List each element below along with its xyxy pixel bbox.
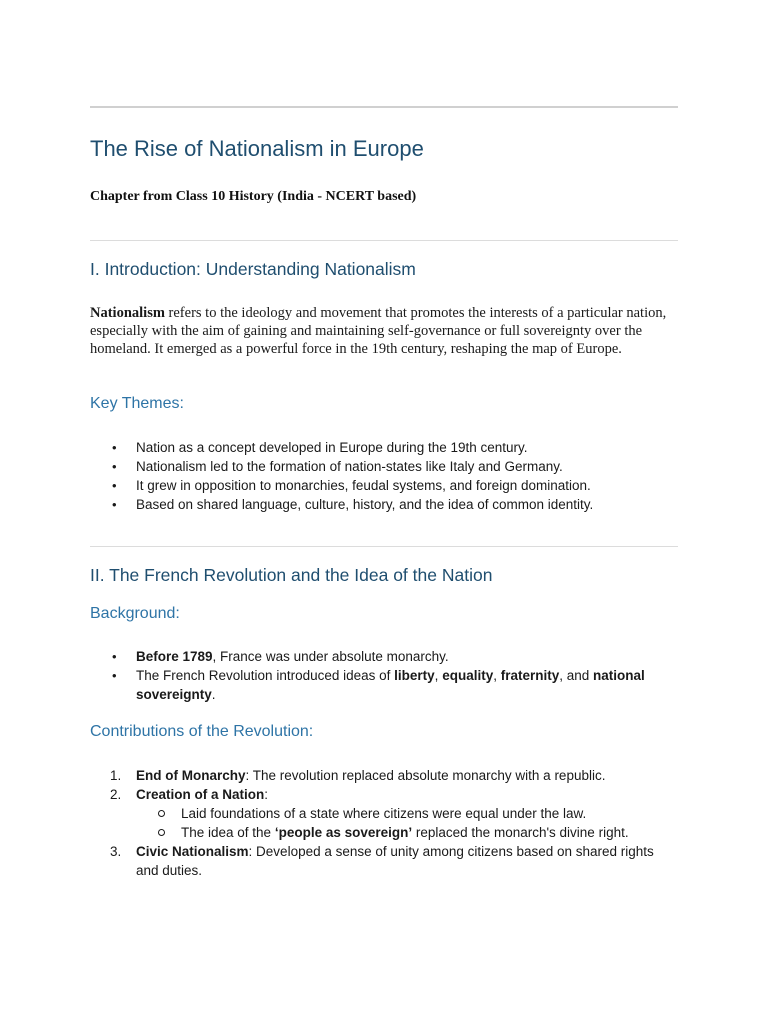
document-subtitle: Chapter from Class 10 History (India - NCERT based) <box>90 189 417 204</box>
bold-term: national sovereignty <box>136 668 645 702</box>
nationalism-definition-text: refers to the ideology and movement that promotes the interests of a particular nation, especially with the aim of gaining and maintaining self-governance or full sovereignty over the homeland. It emerged as a powerful force in the 19th century, reshaping the map of Europe. <box>90 305 667 358</box>
nationalism-definition-paragraph <box>90 304 670 359</box>
list-item <box>90 785 678 804</box>
list-item-text: Nation as a concept developed in Europe during the 19th century. <box>136 440 528 455</box>
background-heading: Background: <box>90 605 180 622</box>
list-item-text: It grew in opposition to monarchies, feudal systems, and foreign domination. <box>136 478 591 493</box>
list-item-text: replaced the monarch's divine right. <box>412 825 629 840</box>
list-item <box>90 495 678 514</box>
list-item <box>90 457 678 476</box>
separator: , <box>493 668 501 683</box>
bold-term: Civic Nationalism <box>136 844 249 859</box>
list-item-text: The French Revolution introduced ideas of <box>136 668 395 683</box>
list-item <box>90 438 678 457</box>
bold-term: fraternity <box>500 668 560 683</box>
sub-list-item <box>90 804 678 823</box>
list-number: 3. <box>110 844 122 859</box>
key-themes-heading: Key Themes: <box>90 395 184 412</box>
hollow-bullet-icon <box>158 810 165 817</box>
separator: , <box>434 668 443 683</box>
contributions-list <box>90 766 678 804</box>
contributions-heading: Contributions of the Revolution: <box>90 723 314 740</box>
list-item-text: : The revolution replaced absolute monarchy with a republic. <box>245 768 606 783</box>
separator: , and <box>559 668 594 683</box>
bullet-icon: • <box>112 649 117 664</box>
section-divider <box>90 546 678 547</box>
bold-term: Before 1789 <box>136 649 213 664</box>
list-item <box>90 476 678 495</box>
list-item-text: Based on shared language, culture, history, and the idea of common identity. <box>136 497 594 512</box>
list-item-text: Nationalism led to the formation of nation-states like Italy and Germany. <box>136 459 563 474</box>
list-item-text: : Developed a sense of unity among citizens based on shared rights and duties. <box>136 844 654 878</box>
hollow-bullet-icon <box>158 829 165 836</box>
sub-list-item <box>90 823 678 842</box>
list-item <box>90 766 678 785</box>
contributions-list-continued <box>90 842 678 880</box>
key-themes-list <box>90 438 678 514</box>
top-divider <box>90 106 678 108</box>
bullet-icon: • <box>112 668 117 683</box>
section-heading-introduction: I. Introduction: Understanding Nationalism <box>90 259 416 279</box>
background-list <box>90 647 678 704</box>
creation-sublist <box>90 804 678 842</box>
bullet-icon: • <box>112 478 117 493</box>
bold-term: End of Monarchy <box>136 768 246 783</box>
list-item <box>90 666 678 704</box>
bold-term: ‘people as sovereign’ <box>274 825 413 840</box>
bullet-icon: • <box>112 497 117 512</box>
list-item-text: The idea of the <box>181 825 275 840</box>
bullet-icon: • <box>112 440 117 455</box>
bold-term: equality <box>442 668 494 683</box>
bold-term: liberty <box>394 668 435 683</box>
nationalism-term: Nationalism <box>90 305 165 321</box>
list-item-text: : <box>264 787 269 802</box>
list-item-text: , France was under absolute monarchy. <box>212 649 449 664</box>
bullet-icon: • <box>112 459 117 474</box>
list-item <box>90 842 678 880</box>
period: . <box>211 687 216 702</box>
list-number: 1. <box>110 768 122 783</box>
list-item-text: Laid foundations of a state where citizens were equal under the law. <box>181 806 587 821</box>
section-heading-french-revolution: II. The French Revolution and the Idea of the Nation <box>90 565 493 585</box>
page-title: The Rise of Nationalism in Europe <box>90 136 424 161</box>
bold-term: Creation of a Nation <box>136 787 265 802</box>
list-number: 2. <box>110 787 122 802</box>
list-item <box>90 647 678 666</box>
section-divider <box>90 240 678 241</box>
